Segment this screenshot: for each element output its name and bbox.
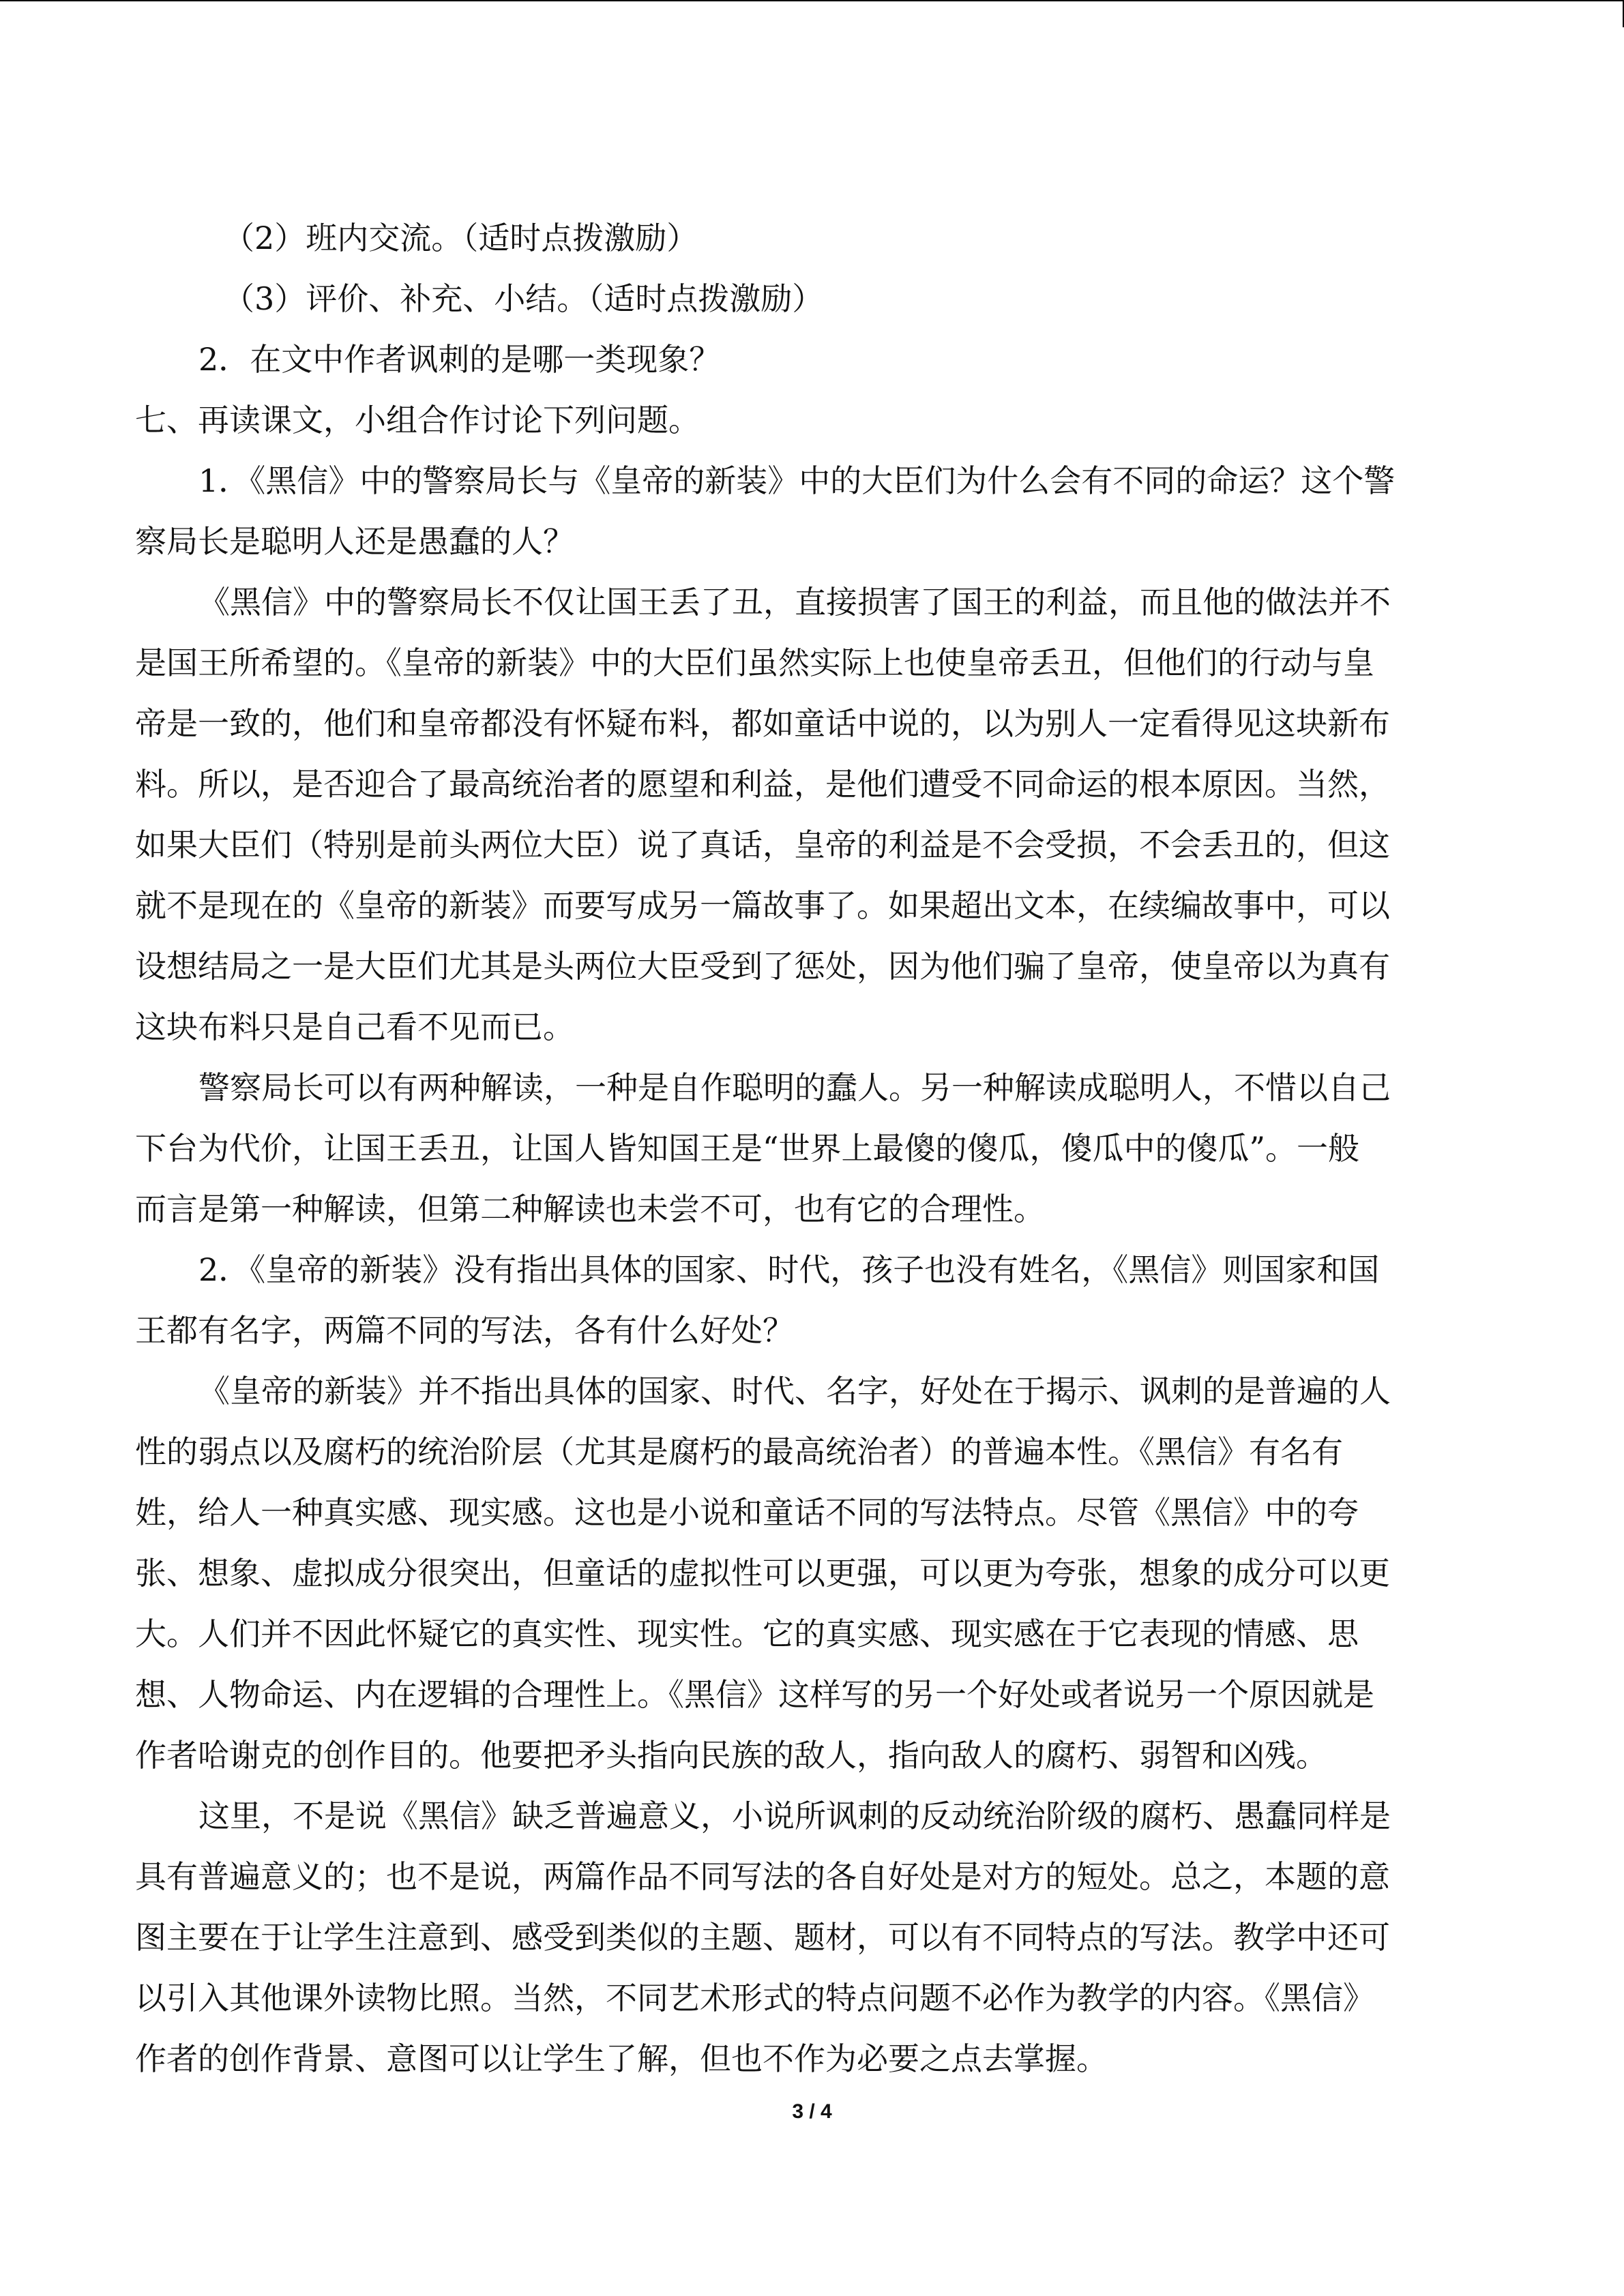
sub-item-2: （2）班内交流。（适时点拨激励） [223, 220, 698, 256]
document-body [135, 208, 1472, 2089]
answer-1-paragraph-2: 而言是第一种解读，但第二种解读也未尝不可，也有它的合理性。 [135, 1191, 1045, 1227]
answer-1-paragraph-1: 帝是一致的，他们和皇帝都没有怀疑布料，都如童话中说的，以为别人一定看得见这块新布 [135, 705, 1390, 742]
answer-2-paragraph-1: 性的弱点以及腐朽的统治阶层（尤其是腐朽的最高统治者）的普遍本性。《黑信》有名有 [135, 1433, 1343, 1470]
page-border-top [0, 0, 1624, 1]
question-7-1-line-2: 察局长是聪明人还是愚蠢的人？ [135, 523, 574, 560]
answer-1-paragraph-1: 料。所以，是否迎合了最高统治者的愿望和利益，是他们遭受不同命运的根本原因。当然， [135, 766, 1390, 803]
answer-2-paragraph-2: 图主要在于让学生注意到、感受到类似的主题、题材，可以有不同特点的写法。教学中还可 [135, 1919, 1390, 1956]
answer-1-paragraph-1: 就不是现在的《皇帝的新装》而要写成另一篇故事了。如果超出文本，在续编故事中，可以 [135, 887, 1390, 924]
answer-2-paragraph-2: 具有普遍意义的；也不是说，两篇作品不同写法的各自好处是对方的短处。总之，本题的意 [135, 1858, 1390, 1895]
page-number: 3 / 4 [792, 2100, 832, 2123]
answer-2-paragraph-1: 姓，给人一种真实感、现实感。这也是小说和童话不同的写法特点。尽管《黑信》中的夸 [135, 1494, 1359, 1531]
answer-1-paragraph-2: 警察局长可以有两种解读，一种是自作聪明的蠢人。另一种解读成聪明人，不惜以自己 [198, 1069, 1391, 1106]
answer-1-paragraph-1: 这块布料只是自己看不见而已。 [135, 1009, 574, 1045]
answer-2-paragraph-1: 作者哈谢克的创作目的。他要把矛头指向民族的敌人，指向敌人的腐朽、弱智和凶残。 [135, 1737, 1327, 1774]
answer-2-paragraph-2: 以引入其他课外读物比照。当然，不同艺术形式的特点问题不必作为教学的内容。《黑信》 [135, 1980, 1374, 2016]
section-heading-7: 七、再读课文，小组合作讨论下列问题。 [135, 402, 700, 438]
answer-1-paragraph-1: 是国王所希望的。《皇帝的新装》中的大臣们虽然实际上也使皇帝丢丑，但他们的行动与皇 [135, 644, 1374, 681]
question-2: 2．在文中作者讽刺的是哪一类现象？ [198, 341, 721, 378]
answer-1-paragraph-1: 《黑信》中的警察局长不仅让国王丢了丑，直接损害了国王的利益，而且他的做法并不 [198, 584, 1391, 621]
question-7-2-line-1: 2．《皇帝的新装》没有指出具体的国家、时代，孩子也没有姓名，《黑信》则国家和国 [198, 1251, 1380, 1288]
answer-2-paragraph-1: 大。人们并不因此怀疑它的真实性、现实性。它的真实感、现实感在于它表现的情感、思 [135, 1615, 1359, 1652]
answer-2-paragraph-2: 作者的创作背景、意图可以让学生了解，但也不作为必要之点去掌握。 [135, 2040, 1108, 2077]
answer-2-paragraph-1: 张、想象、虚拟成分很突出，但童话的虚拟性可以更强，可以更为夸张，想象的成分可以更 [135, 1555, 1390, 1592]
answer-1-paragraph-1: 设想结局之一是大臣们尤其是头两位大臣受到了惩处，因为他们骗了皇帝，使皇帝以为真有 [135, 948, 1390, 985]
answer-1-paragraph-2: 下台为代价，让国王丢丑，让国人皆知国王是“世界上最傻的傻瓜，傻瓜中的傻瓜”。一般 [135, 1130, 1360, 1167]
sub-item-3: （3）评价、补充、小结。（适时点拨激励） [223, 280, 824, 317]
answer-2-paragraph-1: 《皇帝的新装》并不指出具体的国家、时代、名字，好处在于揭示、讽刺的是普遍的人 [198, 1373, 1391, 1410]
answer-2-paragraph-1: 想、人物命运、内在逻辑的合理性上。《黑信》这样写的另一个好处或者说另一个原因就是 [135, 1676, 1374, 1713]
question-7-1-line-1: 1．《黑信》中的警察局长与《皇帝的新装》中的大臣们为什么会有不同的命运？这个警 [198, 462, 1396, 499]
answer-1-paragraph-1: 如果大臣们（特别是前头两位大臣）说了真话，皇帝的利益是不会受损，不会丢丑的，但这 [135, 826, 1390, 863]
answer-2-paragraph-2: 这里，不是说《黑信》缺乏普遍意义，小说所讽刺的反动统治阶级的腐朽、愚蠢同样是 [198, 1798, 1391, 1834]
question-7-2-line-2: 王都有名字，两篇不同的写法，各有什么好处？ [135, 1312, 794, 1349]
